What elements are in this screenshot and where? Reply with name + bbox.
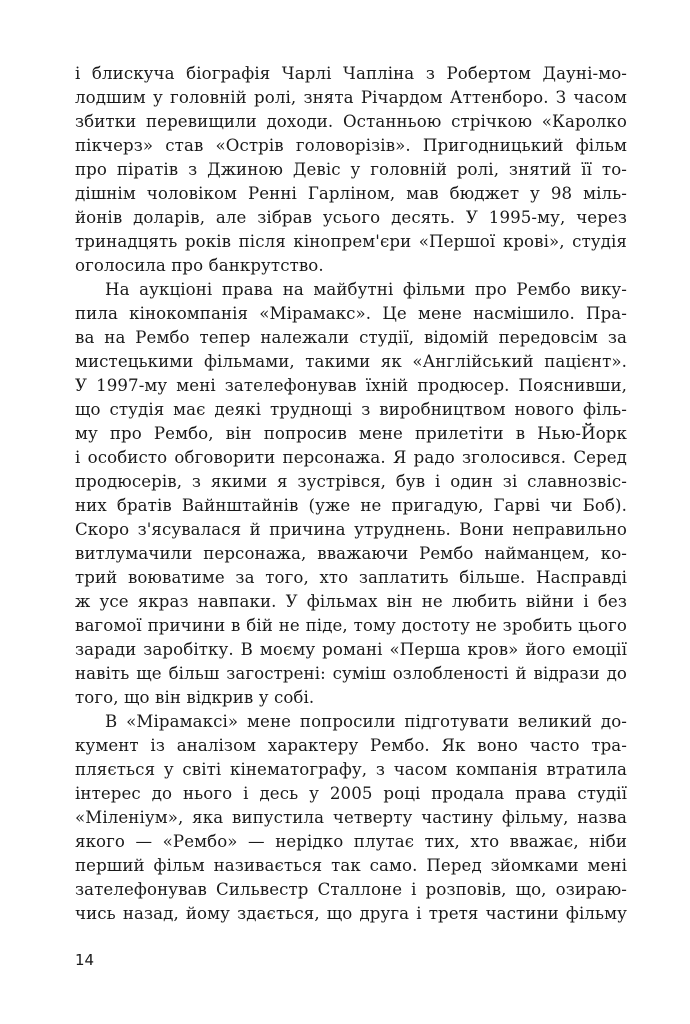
text-line: оголосила про банкрутство. (75, 256, 324, 275)
text-line: На аукціоні права на майбутні фільми про Рембо вику- (105, 280, 627, 299)
text-line: мистецькими фільмами, такими як «Англійський пацієнт». (75, 352, 627, 371)
text-line: У 1997-му мені зателефонував їхній продюсер. Пояснивши, (75, 376, 627, 395)
text-line: йонів доларів, але зібрав усього десять. У 1995-му, через (75, 208, 627, 227)
text-line: тринадцять років після кінопрем'єри «Першої крові», студія (75, 232, 627, 251)
text-line: пікчерз» став «Острів головорізів». Пригодницький фільм (75, 136, 627, 155)
page-number: 14 (75, 951, 95, 969)
text-line: В «Мірамаксі» мене попросили підготувати великий до- (105, 712, 627, 731)
text-line: трий воюватиме за того, хто заплатить більше. Насправді (75, 568, 627, 587)
body-text (75, 62, 627, 926)
text-line: лодшим у головній ролі, знята Річардом Аттенборо. З часом (75, 88, 627, 107)
text-line: чись назад, йому здається, що друга і третя частини фільму (75, 904, 627, 923)
text-line: дішнім чоловіком Ренні Гарліном, мав бюджет у 98 міль- (75, 184, 627, 203)
text-line: кумент із аналізом характеру Рембо. Як воно часто тра- (75, 736, 627, 755)
text-line: про піратів з Джиною Девіс у головній ролі, знятий її то- (75, 160, 627, 179)
text-line: перший фільм називається так само. Перед зйомками мені (75, 856, 627, 875)
text-line: навіть ще більш загострені: суміш озлобленості й відрази до (75, 664, 627, 683)
text-line: му про Рембо, він попросив мене прилетіти в Нью-Йорк (75, 424, 627, 443)
text-line: ж усе якраз навпаки. У фільмах він не любить війни і без (75, 592, 627, 611)
text-line: ва на Рембо тепер належали студії, відомій передовсім за (75, 328, 627, 347)
text-line: пила кінокомпанія «Мірамакс». Це мене насмішило. Пра- (75, 304, 627, 323)
text-line: зателефонував Сильвестр Сталлоне і розповів, що, озираю- (75, 880, 627, 899)
text-line: Скоро з'ясувалася й причина утруднень. Вони неправильно (75, 520, 627, 539)
text-line: вагомої причини в бій не піде, тому достоту не зробить цього (75, 616, 627, 635)
text-line: них братів Вайнштайнів (уже не пригадую, Гарві чи Боб). (75, 496, 627, 515)
text-line: «Міленіум», яка випустила четверту частину фільму, назва (75, 808, 627, 827)
text-line: заради заробітку. В моєму романі «Перша кров» його емоції (75, 640, 627, 659)
text-line: і особисто обговорити персонажа. Я радо зголосився. Серед (75, 448, 627, 467)
text-line: того, що він відкрив у собі. (75, 688, 315, 707)
text-line: витлумачили персонажа, вважаючи Рембо найманцем, ко- (75, 544, 627, 563)
text-line: продюсерів, з якими я зустрівся, був і один зі славнозвіс- (75, 472, 627, 491)
text-line: збитки перевищили доходи. Останньою стрічкою «Каролко (75, 112, 627, 131)
text-line: якого — «Рембо» — нерідко плутає тих, хто вважає, ніби (75, 832, 627, 851)
text-line: пляється у світі кінематографу, з часом компанія втратила (75, 760, 627, 779)
text-line: і блискуча біографія Чарлі Чапліна з Робертом Дауні-мо- (75, 64, 627, 83)
text-line: що студія має деякі труднощі з виробництвом нового філь- (75, 400, 627, 419)
text-line: інтерес до нього і десь у 2005 році продала права студії (75, 784, 627, 803)
